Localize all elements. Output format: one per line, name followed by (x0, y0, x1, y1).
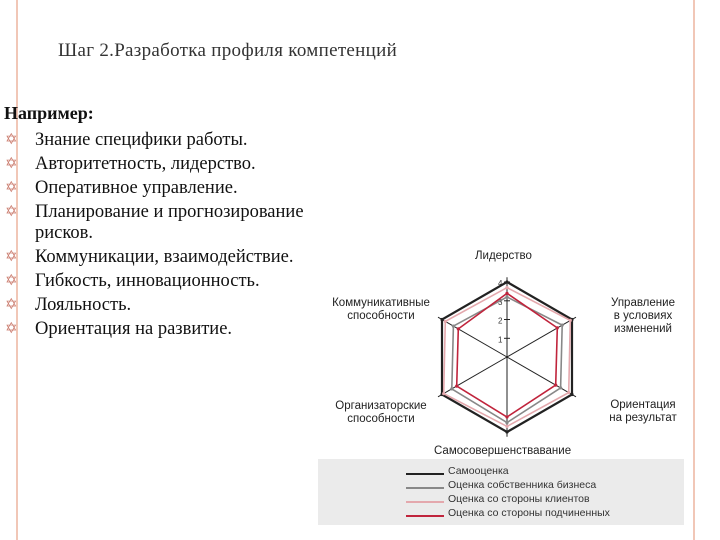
radar-point (455, 385, 458, 388)
slide-title: Шаг 2.Разработка профиля компетенций (58, 40, 398, 61)
radar-chart (310, 235, 690, 475)
radar-axis-label (322, 297, 440, 323)
radar-axis-line (438, 317, 507, 357)
list-item (4, 130, 324, 151)
radar-axis-label-line: на результат (609, 412, 677, 424)
radar-axis-label-line: способности (347, 310, 415, 322)
radar-axis-label-line: Ориентация (610, 399, 676, 411)
radar-point (452, 325, 455, 328)
list-item (4, 202, 324, 244)
radar-point (567, 391, 570, 394)
list-item (4, 271, 324, 292)
radar-tick-label: 3 (498, 297, 503, 307)
radar-axis-label-line: Организаторские (335, 400, 427, 412)
radar-tick-label: 2 (498, 316, 503, 326)
radar-axis-line (438, 357, 507, 397)
list-item-text: Гибкость, инновационность. (35, 271, 260, 291)
radar-point (559, 386, 562, 389)
radar-axis-label (596, 399, 690, 425)
radar-axis-label-line: в условиях (613, 310, 673, 322)
radar-axis-label-line: изменений (614, 323, 672, 335)
list-item-text: Лояльность. (35, 295, 132, 315)
legend-entry (318, 509, 684, 523)
subtitle: Например: (4, 103, 94, 123)
bullet-icon: ✡ (5, 132, 18, 148)
list-item-text: Оперативное управление. (35, 178, 238, 198)
radar-axis-label-line: Лидерство (475, 250, 532, 262)
bullet-icon: ✡ (5, 156, 18, 172)
radar-point (440, 318, 443, 321)
radar-axis-label-line: Управление (611, 297, 675, 309)
list-item (4, 154, 324, 175)
radar-point (556, 326, 559, 329)
legend-swatch (406, 515, 444, 517)
radar-axis-line (507, 357, 576, 397)
legend-label: Оценка собственника бизнеса (448, 479, 597, 491)
list-item-text: Ориентация на развитие. (35, 319, 233, 339)
competency-list (4, 130, 324, 343)
radar-axis-label (598, 297, 688, 336)
bullet-icon: ✡ (5, 249, 18, 265)
legend-label: Оценка со стороны клиентов (448, 493, 590, 505)
radar-axis-label-line: способности (347, 413, 415, 425)
radar-axis-label (434, 445, 571, 458)
radar-point (505, 430, 508, 433)
list-item-text: Знание специфики работы. (35, 130, 248, 150)
radar-point (505, 280, 508, 283)
radar-point (444, 320, 447, 323)
radar-tick-label: 4 (498, 279, 503, 288)
radar-axis-label (322, 400, 440, 426)
list-item-text: Авторитетность, лидерство. (35, 154, 256, 174)
radar-point (505, 421, 508, 424)
chart-legend (318, 459, 684, 525)
list-item (4, 319, 324, 340)
radar-point (450, 387, 453, 390)
legend-swatch (406, 501, 444, 503)
radar-point (442, 392, 445, 395)
list-item (4, 178, 324, 199)
bullet-icon: ✡ (5, 273, 18, 289)
radar-point (457, 327, 460, 330)
radar-point (505, 292, 508, 295)
radar-axis-label-line: Самосовершенствавание (434, 445, 572, 457)
radar-point (505, 425, 508, 428)
radar-point (505, 415, 508, 418)
legend-swatch (406, 473, 444, 475)
radar-point (505, 286, 508, 289)
radar-point (569, 319, 572, 322)
list-item-text: Коммуникации, взаимодействие. (35, 247, 294, 267)
list-item (4, 247, 324, 268)
radar-axis-line (507, 317, 576, 357)
radar-point (570, 393, 573, 396)
bullet-icon: ✡ (5, 297, 18, 313)
radar-point (561, 324, 564, 327)
radar-tick-label: 1 (498, 335, 503, 345)
radar-chart-svg (310, 235, 690, 475)
frame-right-line (693, 0, 695, 540)
legend-label: Оценка со стороны подчиненных (448, 507, 610, 519)
legend-swatch (406, 487, 444, 489)
bullet-icon: ✡ (5, 204, 18, 220)
radar-axis-label (475, 250, 532, 263)
legend-label: Самооценка (448, 465, 509, 477)
radar-point (554, 384, 557, 387)
list-item-text: Планирование и прогнозирование рисков. (35, 202, 304, 243)
radar-point (505, 295, 508, 298)
list-item (4, 295, 324, 316)
bullet-icon: ✡ (5, 321, 18, 337)
radar-axis-label-line: Коммуникативные (332, 297, 430, 309)
bullet-icon: ✡ (5, 180, 18, 196)
